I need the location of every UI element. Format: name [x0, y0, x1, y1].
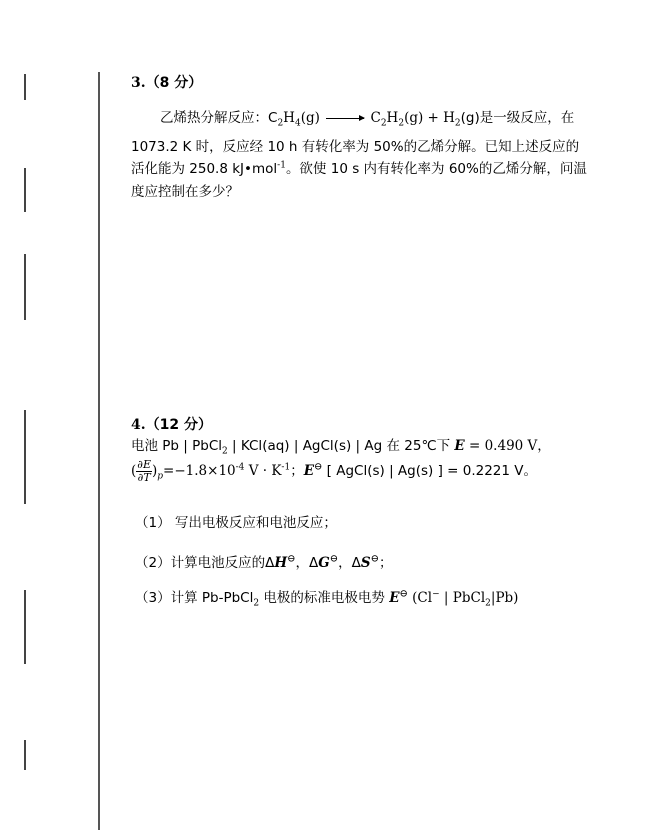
- margin-mark: [24, 254, 26, 320]
- margin-mark: [24, 410, 26, 504]
- binding-line: [98, 72, 100, 830]
- question-3-line-1: 乙烯热分解反应：$C_2H_4(g) C_2H_2(g) + H_2(g)$是一级反应，在: [160, 110, 575, 129]
- margin-mark: [24, 168, 26, 212]
- standard-state-icon: ⊖: [314, 461, 323, 473]
- question-4-line-1: 电池 Pb | PbCl$_2$ | KCl(aq) | AgCl(s) | Ag 在 25℃下 E = 0.490 V，: [131, 438, 551, 457]
- margin-mark: [24, 590, 26, 664]
- question-3-line-3: 活化能为 250.8 kJ•mol$^{-1}$。欲使 10 s 内有转化率为 60%的乙烯分解，问温: [131, 160, 587, 177]
- margin-mark: [24, 740, 26, 770]
- margin-mark: [24, 74, 26, 100]
- reaction-arrow-icon: [326, 118, 364, 119]
- question-4-item-1: （1） 写出电极反应和电池反应；: [135, 515, 337, 531]
- question-3-line-2: 1073.2 K 时，反应经 10 h 有转化率为 50%的乙烯分解。已知上述反应的: [131, 139, 580, 155]
- question-4-item-2: （2）计算电池反应的ΔH⊖，ΔG⊖，ΔS⊖；: [135, 553, 393, 571]
- question-3-title: 3.（8 分）: [131, 75, 203, 91]
- question-4-item-3: （3）计算 Pb-PbCl$_2$ 电极的标准电极电势 E⊖ (Cl− | PbCl$_2$|Pb): [135, 588, 519, 609]
- question-3-line-4: 度应控制在多少？: [131, 184, 239, 200]
- question-4-title: 4.（12 分）: [131, 417, 212, 433]
- partial-derivative: $\frac{\partial E}{\partial T}$: [137, 458, 151, 484]
- question-4-line-2: ( $\frac{\partial E}{\partial T}$ )$_p=-1.8\times 10^{-4}$ $V \cdot K^{-1}$；E⊖ [ AgCl(s) | Ag(s) ] = 0.2221 V。: [131, 458, 538, 484]
